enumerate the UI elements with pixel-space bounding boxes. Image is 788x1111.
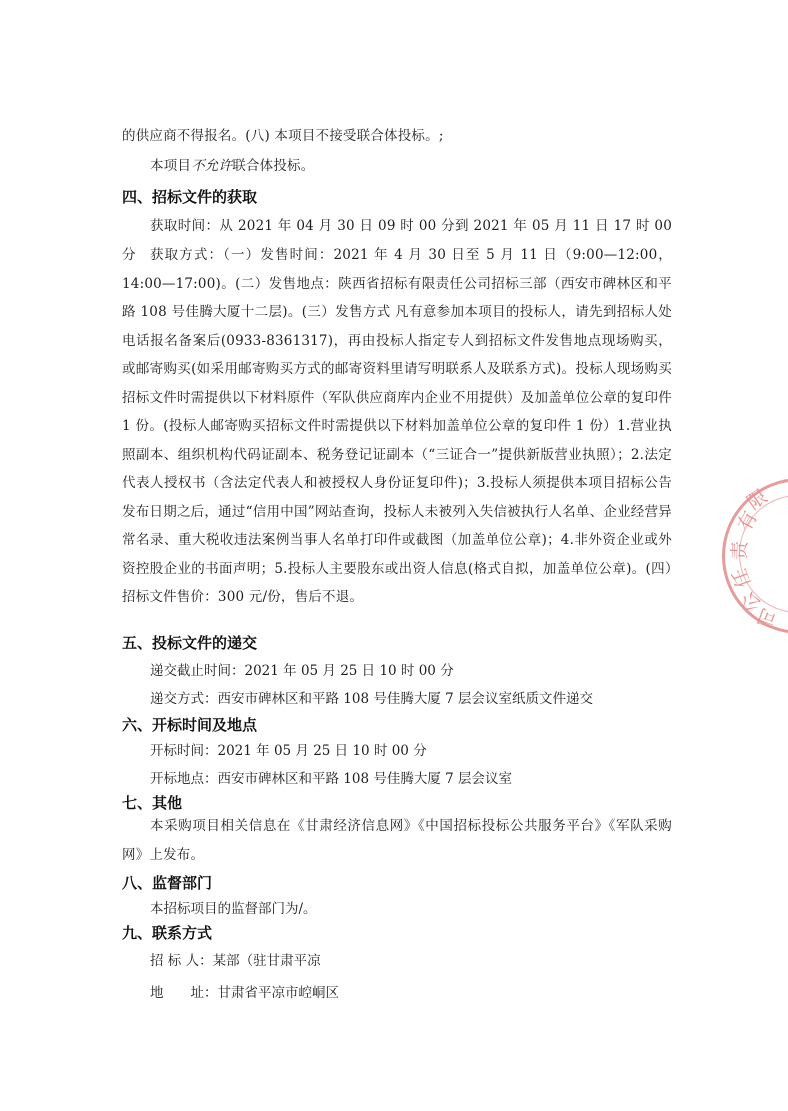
section-9-heading: 九、联系方式 [122, 924, 213, 942]
section-7-heading: 七、其他 [122, 794, 183, 812]
paragraph-supplier-restriction: 的供应商不得报名。(八) 本项目不接受联合体投标。; [122, 128, 444, 144]
seal-char-4: 任 [728, 565, 756, 591]
acquisition-time: 获取时间：从 2021 年 04 月 30 日 09 时 00 分到 2021 年 05 月 11 日 17 时 00 分 [122, 218, 672, 263]
seal-char-2: 限 [743, 485, 772, 515]
no-consortium-suffix: 联合体投标。 [232, 158, 315, 174]
contact-tenderer: 招 标 人：某部（驻甘肃平凉 [150, 953, 321, 969]
seal-char-1: 有 [733, 507, 763, 535]
section-5-heading: 五、投标文件的递交 [122, 634, 258, 652]
seal-char-5: 公 [737, 586, 767, 616]
section-8-heading: 八、监督部门 [122, 874, 213, 892]
contact-address: 地 址：甘肃省平凉市崆峒区 [150, 985, 339, 1001]
other-info: 本采购项目相关信息在《甘肃经济信息网》《中国招标投标公共服务平台》《军队采购网》上发布。 [122, 818, 672, 863]
paragraph-no-consortium [122, 152, 672, 181]
no-consortium-italic: 不允许 [191, 158, 233, 174]
seal-char-6: 司 [754, 603, 780, 631]
seal-char-3: 责 [728, 540, 752, 561]
no-consortium-prefix: 本项目 [150, 158, 192, 174]
section-4-heading: 四、招标文件的获取 [122, 188, 258, 206]
section-6-heading: 六、开标时间及地点 [122, 716, 258, 734]
supervision-department: 本招标项目的监督部门为/。 [150, 901, 317, 917]
submission-deadline: 递交截止时间：2021 年 05 月 25 日 10 时 00 分 [150, 663, 454, 679]
acquisition-method: 获取方式：（一）发售时间：2021 年 4 月 30 日至 5 月 11 日（9:00—12:00，14:00—17:00)。(二）发售地点：陕西省招标有限责任公司招标三部（西安市碑林区和平路 108 号佳腾大厦十二层)。(三）发售方式 凡有意参加本项目的投标人，请先到招标人处电话报名备案后(0933-8361317)，再由投标人指定专人到招标文件发售地点现场购买，或邮寄购买(如采用邮寄购买方式的邮寄资料里请写明联系人及联系方式)。投标人现场购买招标文件时需提供以下材料原件（军队供应商库内企业不用提供）及加盖单位公章的复印件 1 份。(投标人邮寄购买招标文件时需提供以下材料加盖单位公章的复印件 1 份）1.营业执照副本、组织机构代码证副本、税务登记证副本（“三证合一”提供新版营业执照）；2.法定代表人授权书（含法定代表人和被授权人身份证复印件)；3.投标人须提供本项目招标公告发布日期之后，通过“信用中国”网站查询，投标人未被列入失信被执行人名单、企业经营异常名录、重大税收违法案例当事人名单打印件或截图（加盖单位公章)；4.非外资企业或外资控股企业的书面声明；5.投标人主要股东或出资人信息(格式自拟，加盖单位公章)。(四）招标文件售价：300 元/份，售后不退。 [122, 247, 672, 605]
company-seal-stamp [722, 478, 788, 634]
opening-place: 开标地点：西安市碑林区和平路 108 号佳腾大厦 7 层会议室 [150, 771, 513, 787]
submission-method: 递交方式：西安市碑林区和平路 108 号佳腾大厦 7 层会议室纸质文件递交 [150, 691, 594, 707]
opening-time: 开标时间：2021 年 05 月 25 日 10 时 00 分 [150, 743, 427, 759]
